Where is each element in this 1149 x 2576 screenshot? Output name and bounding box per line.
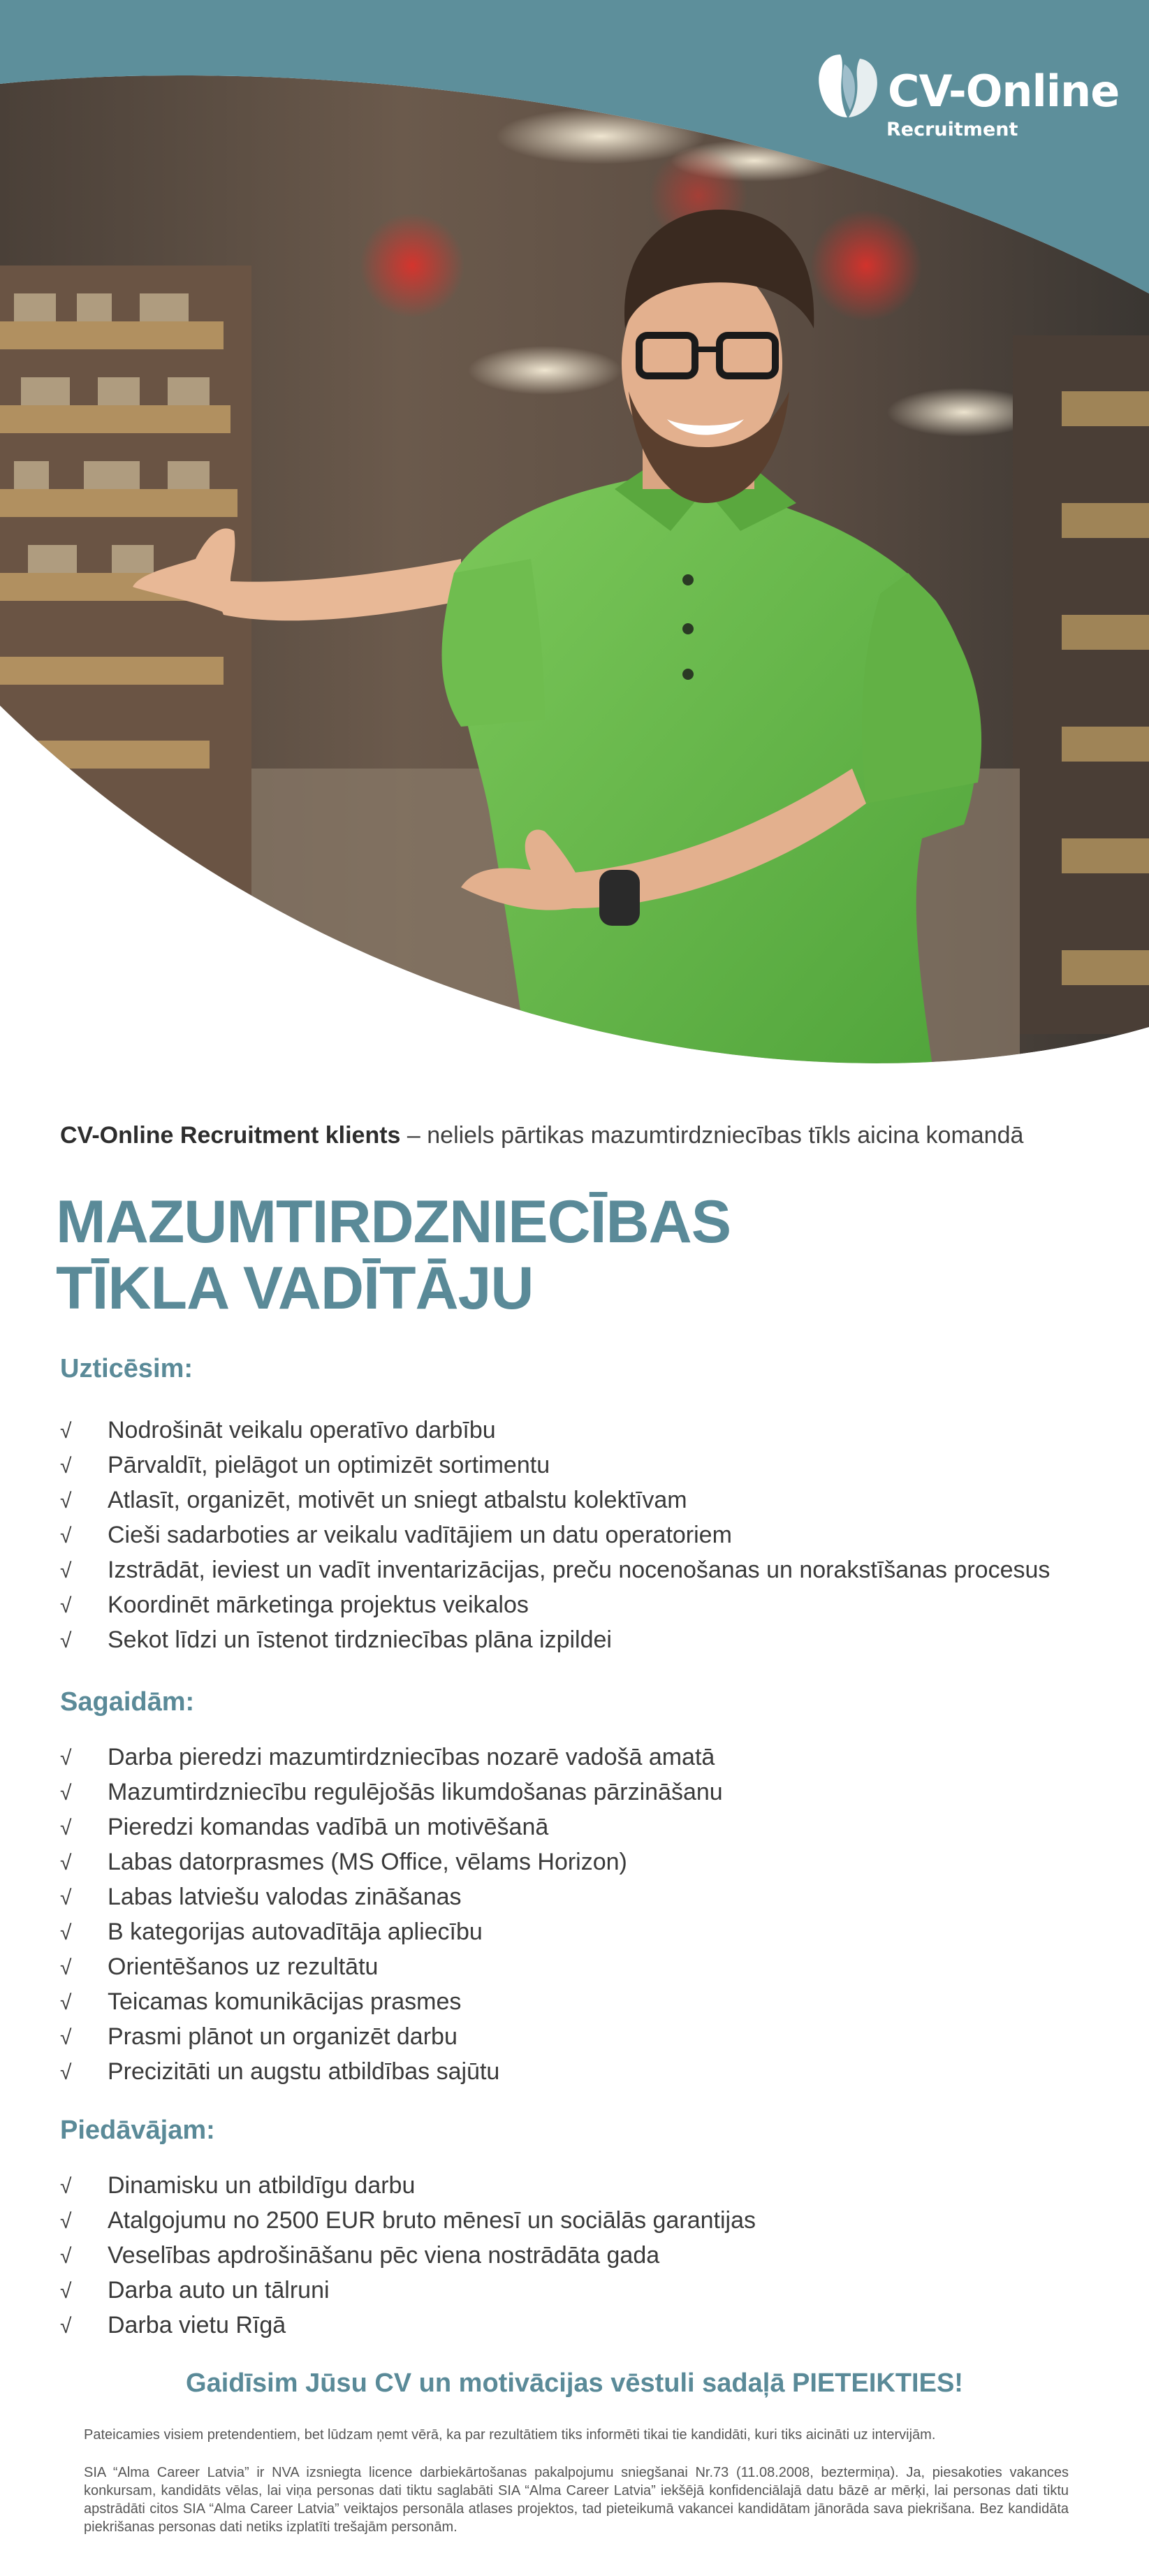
list-item (60, 1984, 723, 2019)
list-item-text: Labas datorprasmes (MS Office, vēlams Horizon) (108, 1849, 627, 1875)
intro-line (60, 1122, 1023, 1149)
list-item (60, 1879, 723, 1914)
list-item-text: Dinamisku un atbildīgu darbu (108, 2172, 416, 2199)
section-heading-responsibilities: Uzticēsim: (60, 1354, 193, 1383)
list-item-text: Darba pieredzi mazumtirdzniecības nozarē vadošā amatā (108, 1744, 715, 1770)
list-item-text: Darba vietu Rīgā (108, 2312, 286, 2338)
check-icon: √ (60, 1817, 72, 1840)
list-item-text: Atlasīt, organizēt, motivēt un sniegt atbalstu kolektīvam (108, 1487, 687, 1513)
list-item-text: Pieredzi komandas vadībā un motivēšanā (108, 1814, 549, 1840)
list-item (60, 1587, 1050, 1622)
disclaimer-text: Pateicamies visiem pretendentiem, bet lūdzam ņemt vērā, ka par rezultātiem tiks informēti tikai tie kandidāti, kuri tiks aicināti uz intervijām. (84, 2427, 936, 2443)
list-item-text: Mazumtirdzniecību regulējošās likumdošanas pārzināšanu (108, 1779, 723, 1805)
list-item-text: Veselības apdrošināšanu pēc viena nostrādāta gada (108, 2242, 660, 2269)
intro-description: – neliels pārtikas mazumtirdzniecības tīkls aicina komandā (400, 1122, 1024, 1149)
check-icon: √ (60, 1851, 72, 1875)
check-icon: √ (60, 1629, 72, 1652)
check-icon: √ (60, 2026, 72, 2049)
check-icon: √ (60, 2061, 72, 2084)
list-item-text: Atalgojumu no 2500 EUR bruto mēnesī un sociālās garantijas (108, 2207, 756, 2234)
logo-name: CV-Online (888, 66, 1120, 117)
list-item (60, 1810, 723, 1844)
list-item-text: Labas latviešu valodas zināšanas (108, 1884, 462, 1910)
list-item-text: Koordinēt mārketinga projektus veikalos (108, 1592, 529, 1618)
hero-photo (0, 0, 1149, 1090)
list-item-text: Teicamas komunikācijas prasmes (108, 1988, 462, 2015)
check-icon: √ (60, 2175, 72, 2198)
list-item (60, 1775, 723, 1810)
page-title-line-2: TĪKLA VADĪTĀJU (56, 1255, 534, 1322)
list-item-text: Darba auto un tālruni (108, 2277, 330, 2304)
responsibilities-list (60, 1413, 1050, 1657)
check-icon: √ (60, 2315, 72, 2338)
list-item-text: B kategorijas autovadītāja apliecību (108, 1919, 483, 1945)
list-item (60, 1552, 1050, 1587)
list-item (60, 2203, 756, 2238)
list-item-text: Izstrādāt, ieviest un vadīt inventarizācijas, preču nocenošanas un norakstīšanas procesus (108, 1557, 1051, 1583)
requirements-list (60, 1740, 723, 2089)
list-item (60, 2168, 756, 2203)
check-icon: √ (60, 1991, 72, 2014)
check-icon: √ (60, 2245, 72, 2268)
check-icon: √ (60, 1455, 72, 1478)
logo-subtitle: Recruitment (886, 119, 1018, 140)
list-item (60, 2019, 723, 2054)
list-item (60, 1518, 1050, 1552)
section-heading-requirements: Sagaidām: (60, 1687, 195, 1717)
list-item (60, 1413, 1050, 1448)
check-icon: √ (60, 1420, 72, 1443)
check-icon: √ (60, 2280, 72, 2303)
check-icon: √ (60, 1490, 72, 1513)
list-item-text: Nodrošināt veikalu operatīvo darbību (108, 1417, 496, 1443)
check-icon: √ (60, 1525, 72, 1548)
logo-mark-icon (812, 50, 882, 120)
check-icon: √ (60, 1921, 72, 1944)
legal-notice: SIA “Alma Career Latvia” ir NVA izsniegta licence darbiekārtošanas pakalpojumu sniegšanai Nr.73 (11.08.2008, beztermiņa). Ja, piesakoties vakances konkursam, kandidāts vēlas, lai viņa personas dati tiktu saglabāti SIA “Alma Career Latvia” iekšējā konfidenciālajā datu bāzē ar mērķi, lai personas dati tiktu apstrādāti citos SIA “Alma Career Latvia” veiktajos personāla atlases projektos, tad pieteikumā vakancei kandidātam jānorāda sava piekrišana. Bez kandidāta piekrišanas personas dati netiks izplatīti trešajām personām. (84, 2465, 1069, 2535)
list-item-text: Sekot līdzi un īstenot tirdzniecības plāna izpildei (108, 1627, 612, 1653)
list-item (60, 1740, 723, 1775)
hero-banner (0, 0, 1149, 1090)
list-item-text: Pārvaldīt, pielāgot un optimizēt sortimentu (108, 1452, 550, 1478)
list-item-text: Prasmi plānot un organizēt darbu (108, 2023, 458, 2050)
list-item (60, 1949, 723, 1984)
list-item (60, 2054, 723, 2089)
check-icon: √ (60, 1594, 72, 1617)
list-item (60, 1483, 1050, 1518)
offer-list (60, 2168, 756, 2343)
list-item (60, 1448, 1050, 1483)
cv-online-logo (812, 50, 1120, 148)
list-item-text: Cieši sadarboties ar veikalu vadītājiem un datu operatoriem (108, 1522, 732, 1548)
list-item-text: Orientēšanos uz rezultātu (108, 1953, 379, 1980)
list-item (60, 1844, 723, 1879)
check-icon: √ (60, 1782, 72, 1805)
section-heading-offer: Piedāvājam: (60, 2116, 215, 2145)
list-item (60, 1622, 1050, 1657)
check-icon: √ (60, 1886, 72, 1909)
check-icon: √ (60, 1559, 72, 1582)
list-item-text: Precizitāti un augstu atbildības sajūtu (108, 2058, 500, 2085)
apply-call-to-action: Gaidīsim Jūsu CV un motivācijas vēstuli sadaļā PIETEIKTIES! (186, 2368, 963, 2398)
check-icon: √ (60, 1747, 72, 1770)
list-item (60, 2238, 756, 2273)
list-item (60, 2273, 756, 2308)
check-icon: √ (60, 1956, 72, 1979)
list-item (60, 1914, 723, 1949)
page-title-line-1: MAZUMTIRDZNIECĪBAS (56, 1188, 731, 1256)
check-icon: √ (60, 2210, 72, 2233)
list-item (60, 2308, 756, 2343)
intro-client: CV-Online Recruitment klients (60, 1122, 401, 1149)
